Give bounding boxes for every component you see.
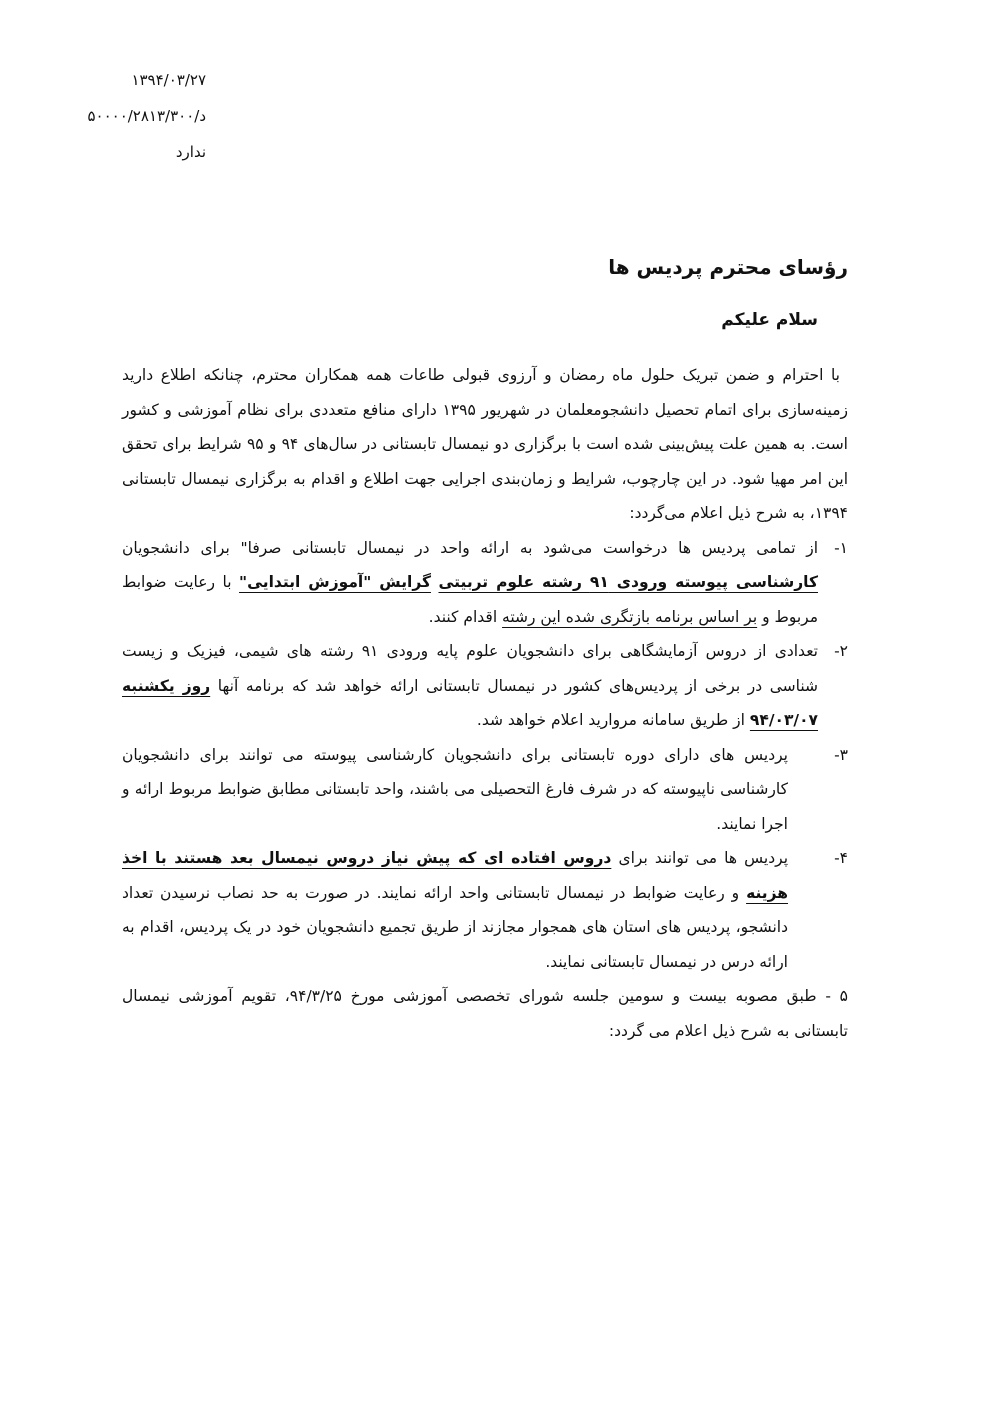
item-text-part: از تمامی پردیس ها درخواست می‌شود به ارائه واحد در نیمسال تابستانی صرفا" برای دانشجویان	[122, 538, 818, 557]
item-number: ۳-	[834, 745, 848, 764]
letter-body	[122, 358, 848, 1048]
item-text	[122, 634, 818, 738]
item-number: ۱-	[834, 538, 848, 557]
letter-attachment: ندارد	[175, 143, 206, 161]
item-text	[122, 979, 848, 1048]
item-text-part: اقدام کنند.	[428, 607, 503, 626]
item-bold-underlined: گرایش "آموزش ابتدایی"	[239, 573, 431, 591]
item-text-part: با رعایت ضوابط مربوط و	[122, 573, 818, 626]
item-bold-underlined: روز یکشنبه ۹۴/۰۳/۰۷	[122, 676, 818, 729]
list-item-4	[122, 841, 848, 979]
item-text-part: از طریق سامانه مروارید اعلام خواهد شد.	[476, 711, 750, 729]
item-text-part: و رعایت ضوابط در نیمسال تابستانی واحد ارائه نمایند. در صورت به حد نصاب نرسیدن تعداد دانشجو، پردیس های استان های همجوار مجازند از طریق تجمیع دانشجویان خود در یک پردیس، اقدام به ارائه درس در نیمسال تابستانی نمایند.	[122, 883, 788, 971]
letter-number: د/۵۰۰۰۰/۲۸۱۳/۳۰۰	[87, 107, 206, 125]
addressee: رؤسای محترم پردیس ها	[608, 255, 848, 279]
item-bold-underlined: دروس افتاده ای که پیش نیاز دروس نیمسال بعد هستند با اخذ هزینه	[122, 849, 788, 902]
greeting: سلام علیکم	[721, 310, 818, 330]
item-text-part: پردیس ها می توانند برای	[611, 849, 789, 867]
item-number: ۵ -	[825, 987, 848, 1005]
item-text	[122, 531, 818, 635]
item-text-part: طبق مصوبه بیست و سومین جلسه شورای تخصصی آموزشی مورخ ۹۴/۳/۲۵، تقویم آموزشی نیمسال تابستانی به شرح ذیل اعلام می گردد:	[122, 987, 848, 1040]
list-item-2	[122, 634, 848, 738]
list-item-5	[122, 979, 848, 1048]
item-text: پردیس های دارای دوره تابستانی برای دانشجویان کارشناسی پیوسته می توانند برای دانشجویان کارشناسی ناپیوسته که در شرف فارغ التحصیلی می باشند، واحد تابستانی مطابق ضوابط مربوط ارائه و اجرا نمایند.	[122, 745, 788, 833]
item-number: ۴-	[834, 849, 848, 867]
list-item-3	[122, 738, 848, 842]
item-text-part: تعدادی از دروس آزمایشگاهی برای دانشجویان علوم پایه ورودی ۹۱ رشته های شیمی، فیزیک و زیست شناسی در برخی از پردیس‌های کشور در نیمسال تابستانی ارائه خواهد شد که برنامه آنها	[122, 642, 818, 695]
item-bold-underlined: کارشناسی پیوسته ورودی ۹۱ رشته علوم تربیتی	[438, 573, 818, 591]
item-text	[122, 841, 788, 979]
letter-meta	[40, 62, 206, 170]
intro-paragraph: با احترام و ضمن تبریک حلول ماه رمضان و آرزوی قبولی طاعات همه همکاران محترم، چنانکه اطلاع دارید زمینه‌سازی برای اتمام تحصیل دانشجومعلمان در شهریور ۱۳۹۵ دارای منافع متعددی برای نظام آموزشی و کشور است. به همین علت پیش‌بینی شده است با برگزاری دو نیمسال تابستانی در سال‌های ۹۴ و ۹۵ شرایط برای تحقق این امر مهیا شود. در این چارچوب، شرایط و زمان‌بندی اجرایی جهت اطلاع و اقدام به برگزاری نیمسال تابستانی ۱۳۹۴، به شرح ذیل اعلام می‌گردد:	[122, 366, 848, 522]
letter-date: ۱۳۹۴/۰۳/۲۷	[131, 71, 206, 89]
item-underlined: بر اساس برنامه بازتگری شده این رشته	[502, 607, 758, 626]
list-item-1	[122, 531, 848, 635]
item-number: ۲-	[834, 642, 848, 660]
